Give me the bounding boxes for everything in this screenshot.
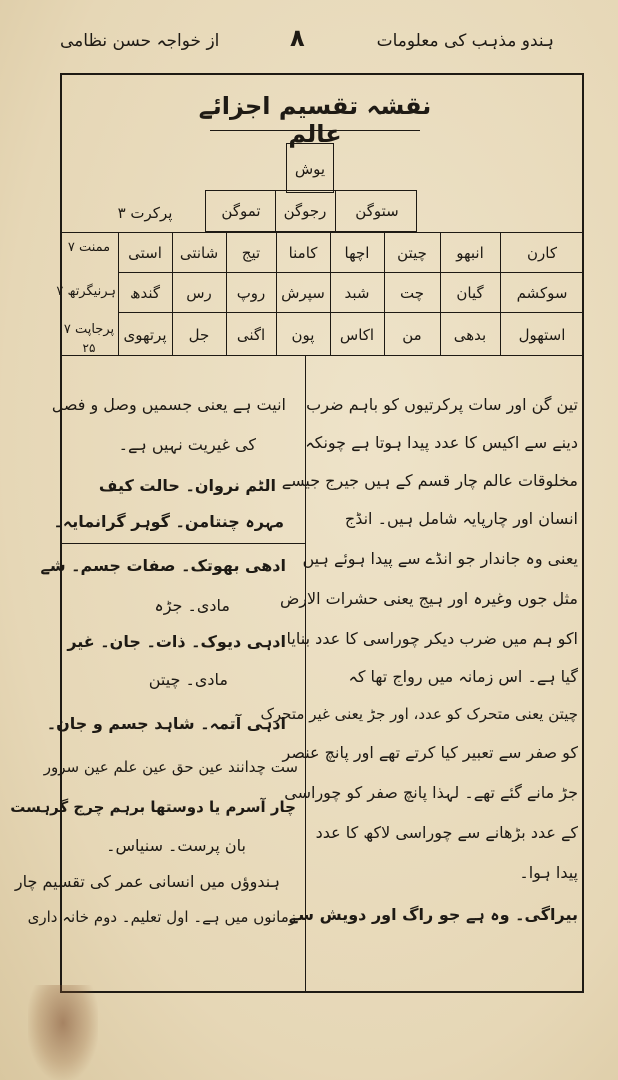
grid-cell: رس — [186, 284, 212, 302]
page-stain — [28, 985, 98, 1080]
right-text-line: مخلوقات عالم چار قسم کے ہیں جیرج جیسے — [281, 471, 578, 490]
grid-cell: اکاس — [339, 326, 375, 344]
grid-cell: گیان — [456, 284, 484, 302]
grid-cell: گندھ — [129, 284, 160, 302]
left-text-line: ست چدانند عین حق عین علم عین سرور — [43, 758, 298, 776]
guna-sattva: ستوگن — [355, 202, 399, 220]
grid-cell: چت — [399, 284, 424, 302]
grid-cell: روپ — [236, 284, 266, 302]
grid-cell: تیج — [241, 244, 261, 262]
right-text-line: کے عدد بڑھانے سے چوراسی لاکھ کا عدد — [315, 823, 578, 842]
grid-cell: شبد — [344, 284, 370, 302]
grid-cell: اچھا — [344, 244, 370, 262]
right-text-line: بیراگی۔ وہ ہے جو راگ اور دویش سے — [288, 905, 578, 924]
guna-tamas: تموگن — [221, 202, 261, 220]
left-text-line: زمانوں میں ہے۔ اول تعلیم۔ دوم خانہ داری — [27, 908, 296, 926]
chart-title: نقشہ تقسیم اجزائے عالم — [198, 92, 432, 148]
note-mahat: ممنت ۷ — [67, 240, 111, 255]
right-text-line: دینے سے اکیس کا عدد پیدا ہوتا ہے چونکہ — [305, 433, 578, 452]
left-text-line: بان پرست۔ سنیاس۔ — [106, 836, 246, 855]
right-text-line: اکو ہم میں ضرب دیکر چوراسی کا عدد بنایا — [286, 629, 578, 648]
left-text-line: چار آسرم یا دوستھا برہم چرج گرہست — [10, 798, 296, 816]
right-text-line: چیتن یعنی متحرک کو عدد، اور جڑ یعنی غیر متحرک — [260, 705, 578, 723]
grid-cell: پون — [291, 326, 315, 344]
grid-cell: اگنی — [236, 326, 266, 344]
left-text-line: انیت ہے یعنی جسمیں وصل و فصل — [51, 395, 286, 414]
right-text-line: انسان اور چارپایہ شامل ہیں۔ انڈج — [344, 509, 578, 528]
row-label-karan: کارن — [527, 244, 557, 262]
grid-cell: من — [402, 326, 422, 344]
grid-cell: شانتی — [179, 244, 219, 262]
left-text-line: الٹم نروان۔ حالت کیف — [98, 476, 276, 495]
row-label-sukshm: سوکشم — [516, 284, 568, 302]
right-text-line: جڑ مانے گئے تھے۔ لہذا پانچ صفر کو چوراسی — [284, 783, 578, 802]
page-number: ۸ — [290, 24, 305, 52]
grid-cell: چیتن — [397, 244, 427, 262]
guna-rajas: رجوگن — [283, 202, 327, 220]
right-text-line: پیدا ہوا۔ — [519, 863, 578, 882]
left-text-line: مادی۔ چیتن — [148, 670, 228, 689]
left-text-line: ہندوؤں میں انسانی عمر کی تقسیم چار — [14, 872, 280, 891]
grid-cell: سپرش — [281, 284, 325, 302]
right-text-line: تین گن اور سات پرکرتیوں کو باہم ضرب — [306, 395, 578, 414]
title-underline — [210, 130, 420, 131]
left-text-line: ادھی بھوتک۔ صفات جسم۔ شے — [40, 556, 286, 575]
note-total: ۲۵ — [82, 341, 96, 355]
grid-cell: انبھو — [456, 244, 484, 262]
note-prajapati: پرجاپت ۷ — [63, 322, 115, 337]
grid-cell: جل — [188, 326, 210, 344]
grid-cell: بدھی — [453, 326, 487, 344]
right-text-line: مثل جوں وغیرہ اور ہیج یعنی حشرات الارض — [279, 589, 578, 608]
row-label-sthool: استھول — [518, 326, 566, 344]
right-text-line: یعنی وہ جاندار جو انڈے سے پیدا ہوئے ہیں — [302, 549, 578, 568]
left-text-line: مہرہ چنتامن۔ گوہر گرانمایہ۔ — [53, 512, 284, 531]
note-hiranyagarbha: ہرنیگرتھ ۷ — [56, 284, 116, 299]
chart-top-label: یوش — [294, 160, 326, 178]
grid-cell: پرتھوی — [123, 326, 167, 344]
left-text-line: ادہی آتمہ۔ شاہد جسم و جان۔ — [46, 714, 286, 733]
prakrit-label: پرکرت ۳ — [117, 204, 173, 222]
right-text-line: کو صفر سے تعبیر کیا کرتے تھے اور پانچ عنصر — [282, 743, 578, 762]
left-text-line: مادی۔ جڑہ — [154, 596, 230, 615]
header-author: از خواجہ حسن نظامی — [60, 31, 220, 51]
right-text-line: گیا ہے۔ اس زمانہ میں رواج تھا کہ — [348, 667, 578, 686]
header-book-title: ہندو مذہب کی معلومات — [376, 31, 554, 51]
left-text-line: ادہی دیوک۔ ذات۔ جان۔ غیر — [67, 632, 286, 651]
left-text-line: کی غیریت نہیں ہے۔ — [118, 435, 256, 454]
grid-cell: کامنا — [288, 244, 318, 262]
grid-cell: استی — [128, 244, 162, 262]
